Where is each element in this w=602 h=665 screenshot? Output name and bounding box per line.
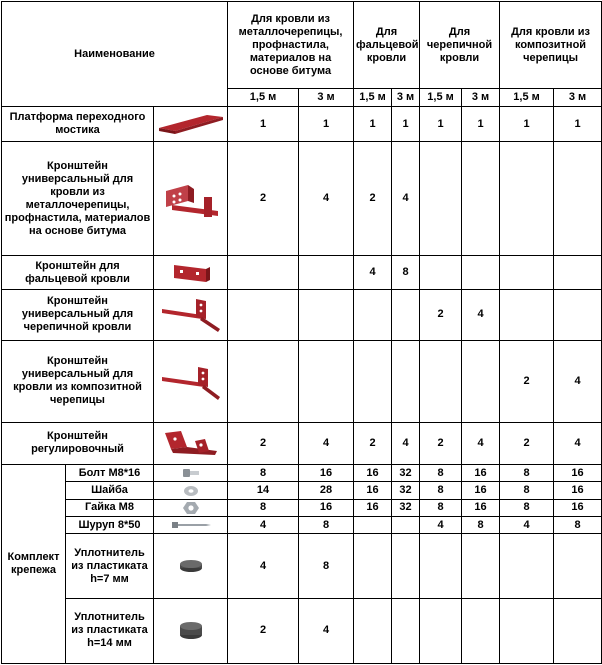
value-cell [299,256,354,289]
value-cell: 4 [354,256,392,289]
table-row [2,141,602,256]
value-cell: 2 [500,422,554,465]
value-cell: 8 [420,482,462,499]
value-cell: 8 [228,499,299,516]
value-cell: 2 [228,598,299,663]
table-row [2,534,602,599]
header-name: Наименование [2,2,228,107]
value-cell: 8 [500,465,554,482]
value-cell: 16 [462,499,500,516]
value-cell: 2 [228,141,299,256]
item-name: Платформа переходного мостика [2,107,154,141]
value-cell: 8 [500,499,554,516]
value-cell [500,256,554,289]
value-cell: 8 [554,516,602,533]
value-cell: 1 [420,107,462,141]
screw-icon [154,516,228,533]
seam-bracket-icon [154,256,228,289]
value-cell: 4 [500,516,554,533]
header-group-composite: Для кровли из композитной черепицы [500,2,602,89]
value-cell [354,534,392,599]
value-cell [554,256,602,289]
value-cell: 8 [420,465,462,482]
value-cell [354,289,392,340]
header-length: 3 м [554,89,602,107]
value-cell [420,534,462,599]
value-cell: 2 [420,289,462,340]
header-length: 3 м [462,89,500,107]
header-group-metal: Для кровли из металлочерепицы, профнастила, материалов на основе битума [228,2,354,89]
header-length: 1,5 м [354,89,392,107]
value-cell [462,141,500,256]
value-cell: 4 [392,141,420,256]
value-cell [554,141,602,256]
seal-14mm-icon [154,598,228,663]
value-cell: 2 [228,422,299,465]
value-cell: 4 [462,289,500,340]
value-cell: 1 [228,107,299,141]
value-cell [500,534,554,599]
adjusting-bracket-icon [154,422,228,465]
header-length: 3 м [392,89,420,107]
table-row [2,107,602,141]
tile-bracket-icon [154,289,228,340]
value-cell: 8 [500,482,554,499]
value-cell: 4 [299,598,354,663]
header-length: 1,5 м [228,89,299,107]
value-cell: 32 [392,482,420,499]
header-group-seam: Для фальцевой кровли [354,2,420,89]
value-cell [392,340,420,422]
table-row [2,340,602,422]
table-row [2,482,602,499]
fastener-name: Шуруп 8*50 [66,516,154,533]
table-row [2,516,602,533]
value-cell: 1 [299,107,354,141]
value-cell: 16 [554,465,602,482]
table-row [2,289,602,340]
value-cell [420,340,462,422]
item-name: Кронштейн для фальцевой кровли [2,256,154,289]
value-cell: 4 [228,534,299,599]
walkway-platform-icon [154,107,228,141]
value-cell: 1 [462,107,500,141]
specification-table [1,1,602,664]
value-cell: 16 [462,465,500,482]
value-cell [354,598,392,663]
value-cell [420,256,462,289]
table-row [2,598,602,663]
header-length: 1,5 м [420,89,462,107]
value-cell: 8 [420,499,462,516]
value-cell: 14 [228,482,299,499]
fastener-name: Уплотнитель из пластиката h=7 мм [66,534,154,599]
item-name: Кронштейн универсальный для кровли из композитной черепицы [2,340,154,422]
value-cell: 8 [392,256,420,289]
value-cell [420,598,462,663]
value-cell: 4 [462,422,500,465]
value-cell: 16 [354,482,392,499]
value-cell: 16 [554,499,602,516]
value-cell: 8 [462,516,500,533]
value-cell [462,598,500,663]
composite-bracket-icon [154,340,228,422]
value-cell [462,256,500,289]
value-cell: 16 [354,499,392,516]
value-cell: 16 [299,499,354,516]
washer-icon [154,482,228,499]
value-cell [392,598,420,663]
value-cell [420,141,462,256]
value-cell [554,289,602,340]
value-cell [354,340,392,422]
value-cell: 4 [420,516,462,533]
fastener-name: Болт М8*16 [66,465,154,482]
value-cell [500,141,554,256]
value-cell [462,534,500,599]
value-cell [228,289,299,340]
nut-icon [154,499,228,516]
value-cell [299,289,354,340]
table-row [2,256,602,289]
value-cell [554,534,602,599]
header-length: 3 м [299,89,354,107]
item-name: Кронштейн универсальный для кровли из металлочерепицы, профнастила, материалов на основе битума [2,141,154,256]
item-name: Кронштейн регулировочный [2,422,154,465]
bolt-icon [154,465,228,482]
value-cell [228,256,299,289]
value-cell: 28 [299,482,354,499]
value-cell: 4 [554,422,602,465]
value-cell: 4 [299,422,354,465]
value-cell: 1 [392,107,420,141]
value-cell: 16 [354,465,392,482]
value-cell [299,340,354,422]
table-row [2,499,602,516]
value-cell: 16 [554,482,602,499]
table-row [2,465,602,482]
value-cell: 16 [462,482,500,499]
value-cell [392,534,420,599]
value-cell [228,340,299,422]
value-cell: 4 [392,422,420,465]
seal-7mm-icon [154,534,228,599]
value-cell [392,516,420,533]
value-cell: 8 [299,534,354,599]
value-cell: 32 [392,499,420,516]
value-cell: 8 [299,516,354,533]
value-cell: 2 [354,141,392,256]
value-cell: 4 [554,340,602,422]
value-cell: 1 [554,107,602,141]
value-cell: 32 [392,465,420,482]
value-cell: 16 [299,465,354,482]
value-cell [392,289,420,340]
universal-bracket-icon [154,141,228,256]
value-cell [500,289,554,340]
fastener-name: Уплотнитель из пластиката h=14 мм [66,598,154,663]
value-cell: 1 [500,107,554,141]
value-cell [462,340,500,422]
header-length: 1,5 м [500,89,554,107]
item-name: Кронштейн универсальный для черепичной кровли [2,289,154,340]
value-cell: 8 [228,465,299,482]
fastener-name: Гайка М8 [66,499,154,516]
value-cell [554,598,602,663]
value-cell: 1 [354,107,392,141]
value-cell [354,516,392,533]
value-cell: 2 [420,422,462,465]
fastener-name: Шайба [66,482,154,499]
fastener-group-label: Комплект крепежа [2,465,66,664]
table-row [2,422,602,465]
value-cell: 4 [299,141,354,256]
value-cell [500,598,554,663]
value-cell: 2 [500,340,554,422]
header-group-tile: Для черепичной кровли [420,2,500,89]
value-cell: 4 [228,516,299,533]
value-cell: 2 [354,422,392,465]
